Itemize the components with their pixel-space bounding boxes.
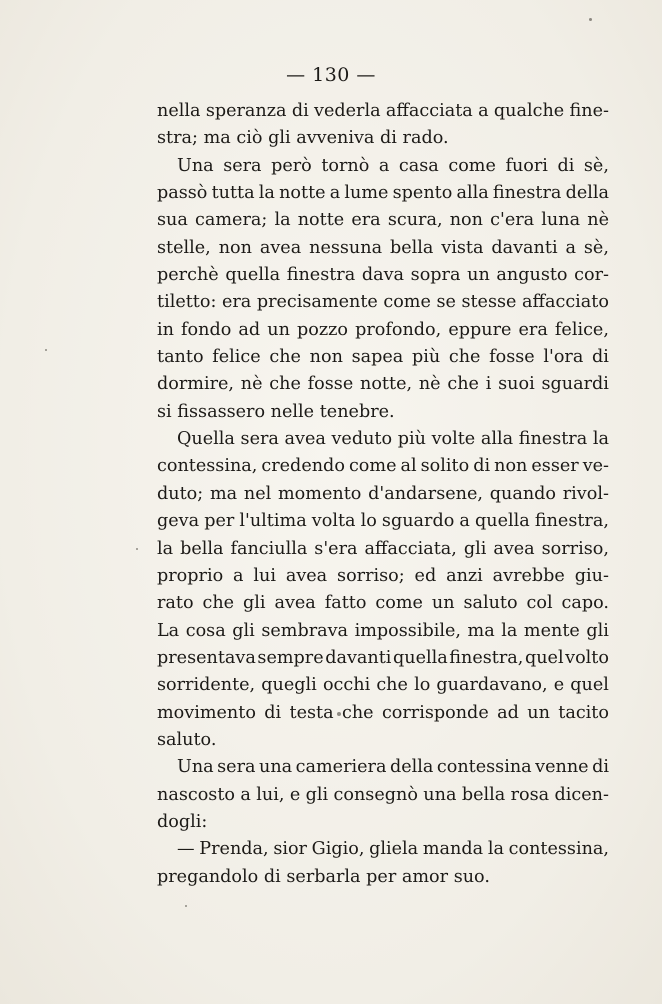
text-line: Quella sera avea veduto più volte alla finestra la [177, 429, 609, 450]
text-line: perchè quella finestra dava sopra un angusto cor- [157, 265, 609, 286]
text-line: contessina, credendo come al solito di non esser ve- [157, 456, 609, 477]
text-line: Una sera però tornò a casa come fuori di sè, [177, 155, 609, 176]
text-line: pregandolo di serbarla per amor suo. [157, 866, 490, 887]
page-number-header: — 130 — [286, 64, 376, 86]
text-line: geva per l'ultima volta lo sguardo a quella finestra, [157, 511, 609, 532]
text-line: tanto felice che non sapea più che fosse l'ora di [157, 347, 609, 368]
scan-speck [185, 905, 187, 907]
text-line: stra; ma ciò gli avveniva di rado. [157, 128, 449, 149]
text-line: dogli: [157, 811, 208, 832]
text-line: sorridente, quegli occhi che lo guardavano, e quel [157, 675, 609, 696]
text-line: rato che gli avea fatto come un saluto col capo. [157, 593, 609, 614]
text-line: tiletto: era precisamente come se stesse affacciato [157, 292, 609, 313]
scan-speck [589, 18, 592, 21]
text-line: — Prenda, sior Gigio, gliela manda la contessina, [177, 839, 609, 860]
text-line: nascosto a lui, e gli consegnò una bella rosa dicen- [157, 784, 609, 805]
scan-speck [45, 349, 47, 351]
text-line: proprio a lui avea sorriso; ed anzi avrebbe giu- [157, 565, 609, 586]
text-line: nella speranza di vederla affacciata a qualche fine- [157, 101, 609, 121]
text-line: in fondo ad un pozzo profondo, eppure era felice, [157, 319, 609, 340]
text-line: duto; ma nel momento d'andarsene, quando rivol- [157, 483, 609, 504]
scan-speck [136, 548, 138, 550]
text-line: la bella fanciulla s'era affacciata, gli avea sorriso, [157, 538, 609, 559]
text-line: saluto. [157, 729, 217, 750]
text-line: si fissassero nelle tenebre. [157, 401, 395, 422]
text-line: movimento di testa che corrisponde ad un tacito [157, 702, 609, 723]
text-line: sua camera; la notte era scura, non c'era luna nè [157, 210, 609, 231]
text-line: stelle, non avea nessuna bella vista davanti a sè, [157, 237, 609, 258]
body-text [157, 98, 609, 891]
text-line: Una sera una cameriera della contessina venne di [177, 757, 609, 778]
text-line: presentava sempre davanti quella finestra, quel volto [157, 647, 609, 668]
text-line: La cosa gli sembrava impossibile, ma la mente gli [157, 620, 609, 641]
text-line: dormire, nè che fosse notte, nè che i suoi sguardi [157, 374, 609, 395]
text-line: passò tutta la notte a lume spento alla finestra della [157, 183, 609, 204]
scan-speck [337, 712, 341, 716]
